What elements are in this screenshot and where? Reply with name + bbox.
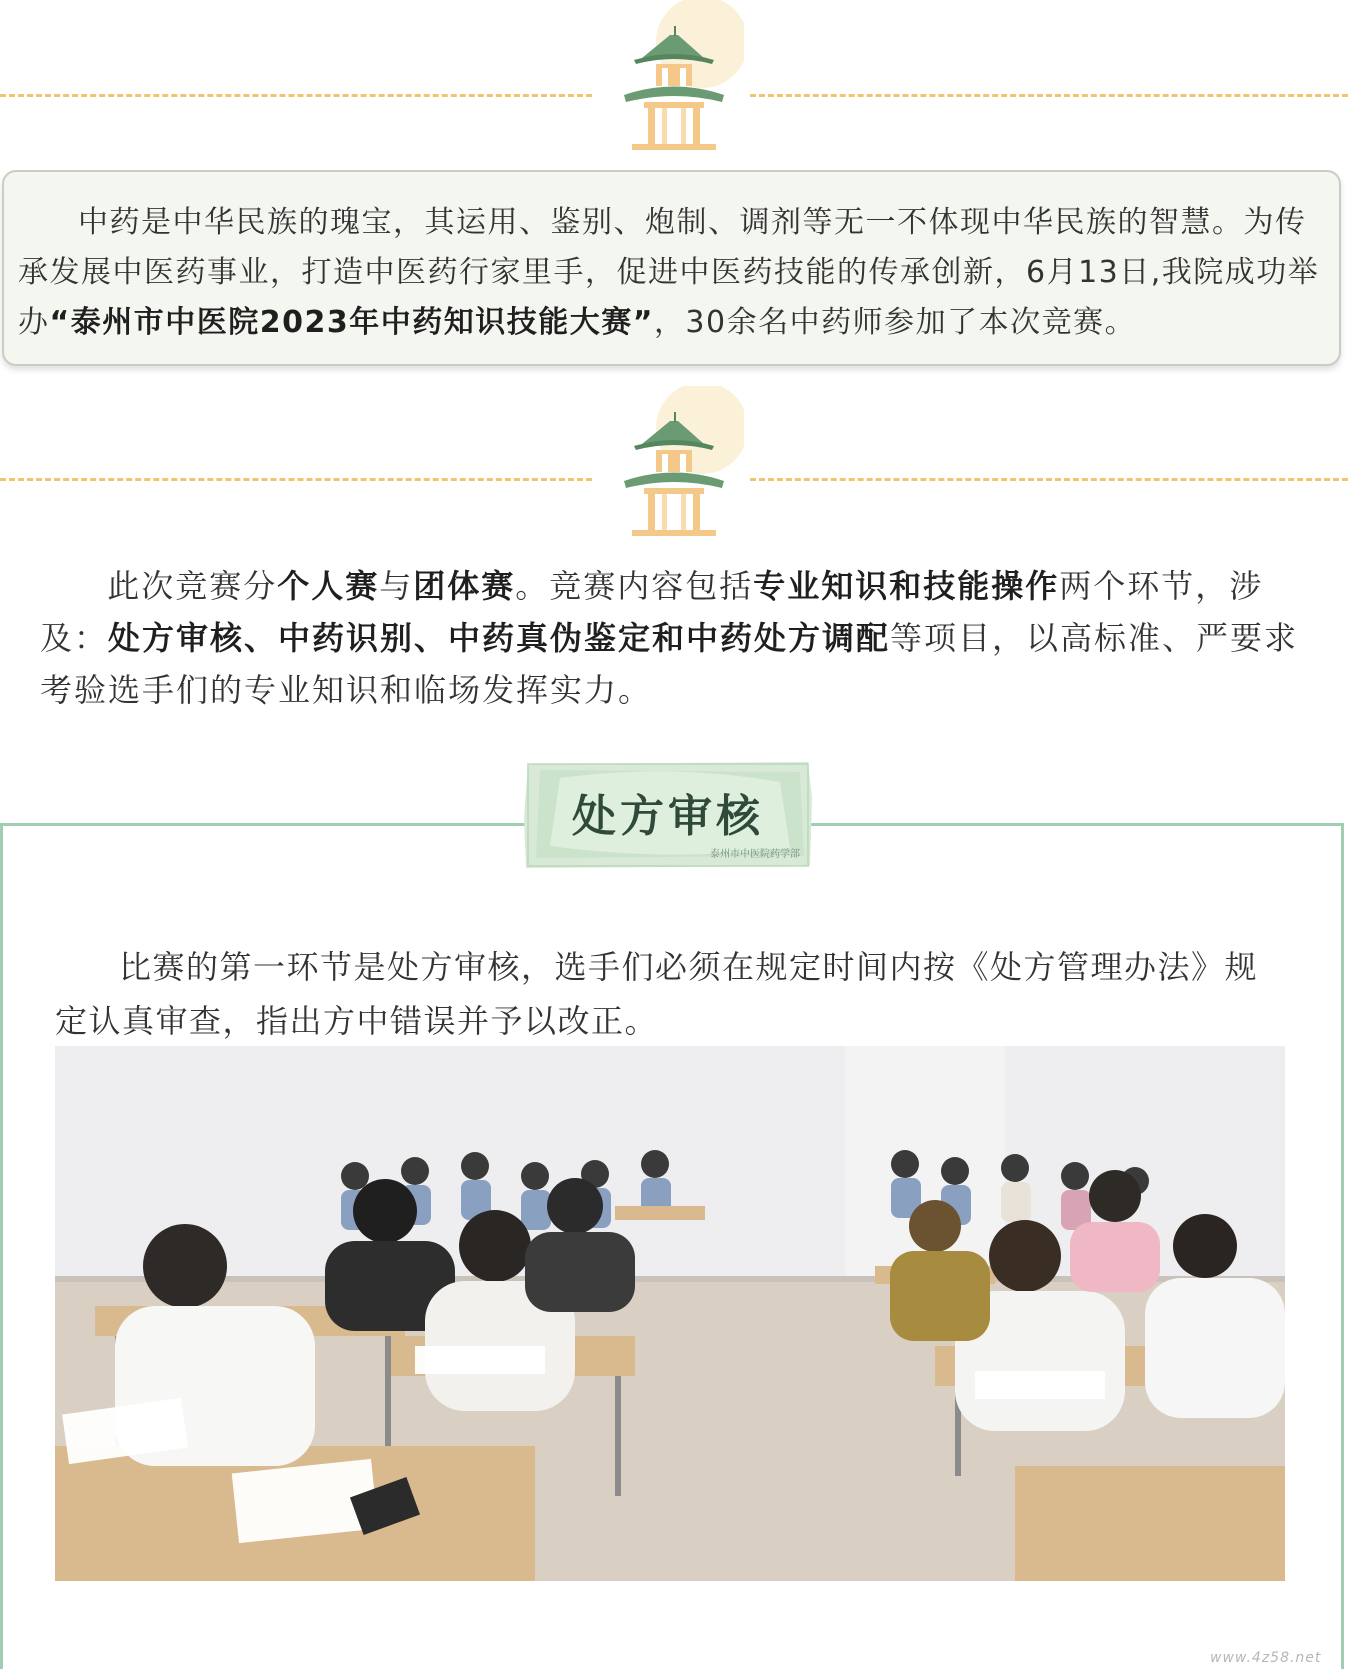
site-watermark: www.4z58.net [1210, 1650, 1322, 1666]
middle-divider-left [0, 478, 592, 481]
intro-card [2, 170, 1341, 366]
section-paragraph: 比赛的第一环节是处方审核，选手们必须在规定时间内按《处方管理办法》规定认真审查，指出方中错误并予以改正。 [55, 948, 1259, 1040]
section-title: 处方审核 [572, 791, 764, 842]
badge-watermark: 泰州市中医院药学部 [710, 849, 800, 860]
top-divider-left [0, 94, 592, 97]
pavilion-icon [604, 0, 744, 160]
competition-paragraph: 此次竞赛分个人赛与团体赛。竞赛内容包括专业知识和技能操作两个环节，涉及：处方审核、中药识别、中药真伪鉴定和中药处方调配等项目，以高标准、严要求考验选手们的专业知识和临场发挥实力。 [40, 567, 1299, 709]
top-divider-right [750, 94, 1348, 97]
classroom-illustration [55, 1046, 1285, 1581]
section-badge [520, 758, 816, 870]
middle-divider-right [750, 478, 1348, 481]
pavilion-icon-2 [604, 386, 744, 546]
intro-paragraph: 中药是中华民族的瑰宝，其运用、鉴别、炮制、调剂等无一不体现中华民族的智慧。为传承发展中医药事业，打造中医药行家里手，促进中医药技能的传承创新，6月13日,我院成功举办“泰州市中医院2023年中药知识技能大赛”，30余名中药师参加了本次竞赛。 [18, 205, 1320, 340]
competition-photo [55, 1046, 1285, 1581]
